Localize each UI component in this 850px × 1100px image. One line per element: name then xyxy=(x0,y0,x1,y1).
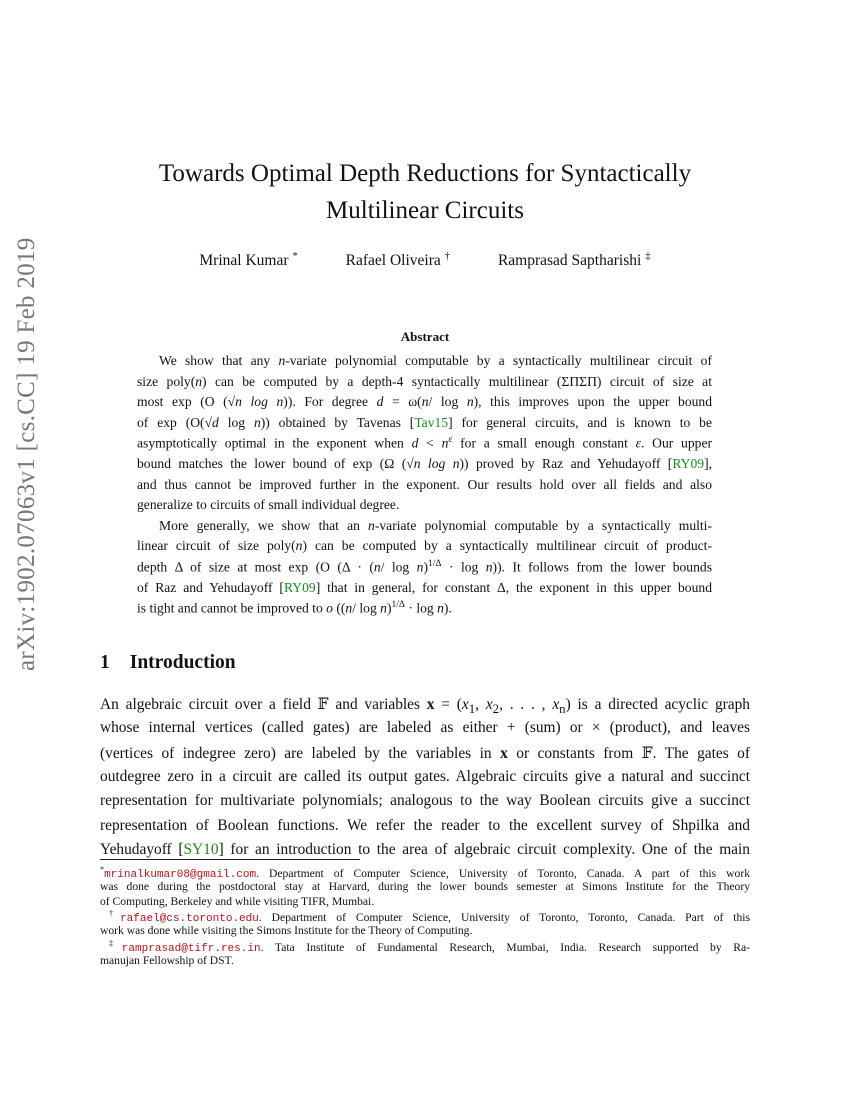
abstract-line xyxy=(137,374,712,390)
text-segment: n xyxy=(421,394,429,410)
text-segment: for a small enough constant xyxy=(452,435,636,451)
text-segment: ) can be computed by a syntactically multilinear circuit of product- xyxy=(302,538,712,554)
text-segment: x xyxy=(461,696,469,713)
abstract-line xyxy=(137,580,712,596)
footnote-line xyxy=(100,895,750,908)
footnote-rule xyxy=(100,859,360,860)
text-segment: ) xyxy=(386,600,392,616)
text-segment: Yehudayoff [ xyxy=(100,840,184,858)
text-segment: ε xyxy=(448,435,453,446)
text-segment: work was done while visiting the Simons Institute for the Theory of Computing. xyxy=(100,924,473,938)
abstract-heading: Abstract xyxy=(400,329,450,344)
footnote-line xyxy=(100,954,750,967)
text-segment: most exp (O (√ xyxy=(137,394,236,410)
text-segment: ], xyxy=(704,456,712,471)
text-segment: / log xyxy=(428,394,467,410)
footnote-line xyxy=(100,909,750,925)
abstract-line xyxy=(137,394,712,410)
text-segment: manujan Fellowship of DST. xyxy=(100,953,234,967)
text-segment: x xyxy=(552,696,560,713)
text-segment: of Computing, Berkeley and while visiting TIFR, Mumbai. xyxy=(100,894,375,908)
abstract-line xyxy=(137,353,712,369)
abstract-line xyxy=(137,456,712,472)
text-segment: generalize to circuits of small individual degree. xyxy=(137,497,400,513)
text-segment: † xyxy=(109,909,121,919)
text-segment: x xyxy=(426,696,435,713)
text-segment: · log xyxy=(441,559,486,575)
text-segment: ) is a directed acyclic graph xyxy=(565,696,750,713)
footnote-mark[interactable]: ‡ xyxy=(645,250,651,262)
text-segment: o xyxy=(326,600,333,616)
email-link[interactable]: mrinalkumar08@gmail.com xyxy=(104,868,257,881)
email-link[interactable]: rafael@cs.toronto.edu xyxy=(120,913,259,926)
text-segment: * xyxy=(100,865,105,874)
text-segment: ). xyxy=(443,600,452,616)
citation-link[interactable]: Tav15 xyxy=(414,414,449,430)
text-segment: -variate polynomial computable by a syntactically multi- xyxy=(374,517,712,533)
intro-line xyxy=(100,695,750,717)
intro-line xyxy=(100,792,750,810)
text-segment: )). For degree xyxy=(283,394,377,410)
text-segment: . Department of Computer Science, University of Toronto, Toronto, Canada. Part of this xyxy=(258,911,750,925)
text-segment: )) proved by Raz and Yehudayoff [ xyxy=(459,456,673,471)
citation-link[interactable]: SY10 xyxy=(183,840,219,858)
text-segment: n xyxy=(437,600,444,616)
text-segment: ε xyxy=(635,435,641,451)
footnote-mark[interactable]: † xyxy=(444,250,451,262)
text-segment: outdegree zero in a circuit are called its output gates. Algebraic circuits give a natural and succinct xyxy=(100,767,750,785)
text-segment: d xyxy=(212,414,219,430)
text-segment: 1/Δ xyxy=(391,600,406,611)
text-segment: or constants from 𝔽. The gates of xyxy=(507,744,750,762)
text-segment: 2 xyxy=(492,702,500,717)
abstract-line xyxy=(137,538,712,554)
text-segment: linear circuit of size poly( xyxy=(137,538,296,554)
text-segment: )) obtained by Tavenas [ xyxy=(260,414,415,430)
text-segment: was done during the postdoctoral stay at Harvard, during the lower bounds semester at Simons Institute for the Theory xyxy=(100,879,750,893)
text-segment: x xyxy=(485,696,493,713)
text-segment: log xyxy=(218,414,254,430)
text-segment: n xyxy=(380,600,387,616)
text-segment: d xyxy=(376,394,384,410)
abstract-line xyxy=(137,600,712,617)
text-segment: n xyxy=(345,600,353,616)
section-heading xyxy=(100,652,236,674)
text-segment: . Department of Computer Science, University of Toronto, Canada. A part of this work xyxy=(256,866,750,880)
text-segment: , . . . , xyxy=(499,696,553,713)
text-segment: d xyxy=(411,435,419,451)
text-segment: 1/Δ xyxy=(428,559,442,569)
text-segment: 1 xyxy=(468,702,476,717)
text-segment: and thus cannot be improved further in the exponent. Our results hold over all fields and also xyxy=(137,476,712,492)
text-segment: ] for an introduction to the area of algebraic circuit complexity. One of the main xyxy=(218,840,750,858)
author-name: Mrinal Kumar xyxy=(199,252,289,270)
footnote-line xyxy=(100,924,750,937)
text-segment: representation of Boolean functions. We refer the reader to the excellent survey of Shpilka and xyxy=(100,816,750,834)
text-segment: ] for general circuits, and is known to be xyxy=(448,414,712,430)
abstract-line xyxy=(137,559,712,576)
paper-title-line-1: Towards Optimal Depth Reductions for Syntactically xyxy=(158,160,692,187)
text-segment: n xyxy=(559,702,566,717)
text-segment: / log xyxy=(352,600,381,616)
text-segment: ) xyxy=(423,559,428,575)
text-segment: . Tata Institute of Fundamental Research, Mumbai, India. Research supported by Ra- xyxy=(260,940,750,954)
author xyxy=(346,252,450,269)
text-segment: x xyxy=(500,744,508,762)
text-segment: , xyxy=(475,696,486,713)
intro-line xyxy=(100,817,750,835)
author xyxy=(199,252,297,269)
text-segment: ), this improves upon the upper bound xyxy=(473,394,713,410)
text-segment: n xyxy=(416,559,424,575)
author-list xyxy=(0,250,850,270)
intro-line xyxy=(100,768,750,786)
text-segment: n xyxy=(485,559,493,575)
text-segment: asymptotically optimal in the exponent when xyxy=(137,435,412,451)
abstract-line xyxy=(137,477,712,493)
text-segment: is tight and cannot be improved to xyxy=(137,600,327,616)
text-segment: -variate polynomial computable by a syntactically multilinear circuit of xyxy=(285,353,712,368)
text-segment: bound matches the lower bound of exp (Ω (√ xyxy=(137,456,414,471)
text-segment: = ω( xyxy=(383,394,422,410)
author-name: Rafael Oliveira xyxy=(345,252,441,270)
text-segment: whose internal vertices (called gates) are labeled as either + (sum) or × (product), and leaves xyxy=(100,719,750,737)
arxiv-stamp: arXiv:1902.07063v1 [cs.CC] 19 Feb 2019 xyxy=(13,237,40,671)
abstract-line xyxy=(137,518,712,534)
footnote-line xyxy=(100,939,750,955)
section-title: Introduction xyxy=(129,652,236,673)
text-segment: < xyxy=(418,435,442,451)
intro-line xyxy=(100,841,750,859)
text-segment: )). It follows from the lower bounds xyxy=(492,559,712,575)
text-segment: ‡ xyxy=(109,939,122,948)
text-segment: (( xyxy=(332,600,346,616)
text-segment: n log n xyxy=(235,394,284,410)
email-link[interactable]: ramprasad@tifr.res.in xyxy=(121,942,261,955)
footnote-line xyxy=(100,865,750,881)
abstract-line xyxy=(137,497,712,513)
intro-line xyxy=(100,719,750,737)
text-segment: (vertices of indegree zero) are labeled by the variables in xyxy=(100,744,501,762)
text-segment: ] that in general, for constant Δ, the exponent in this upper bound xyxy=(315,579,712,595)
text-segment: of Raz and Yehudayoff [ xyxy=(137,579,284,595)
section-number: 1 xyxy=(100,652,110,673)
text-segment: size poly( xyxy=(137,373,196,389)
text-segment: We show that any xyxy=(159,353,279,368)
citation-link[interactable]: RY09 xyxy=(672,456,705,471)
paper-title-line-2: Multilinear Circuits xyxy=(326,197,524,224)
text-segment: depth Δ of size at most exp (O (Δ · ( xyxy=(137,559,374,575)
text-segment: ) can be computed by a depth-4 syntactically multilinear (ΣΠΣΠ) circuit of size at xyxy=(202,373,712,389)
text-segment: n xyxy=(195,373,203,389)
text-segment: . Our upper xyxy=(640,435,712,451)
text-segment: n xyxy=(373,559,381,575)
text-segment: n xyxy=(253,414,261,430)
abstract-line xyxy=(137,435,712,452)
citation-link[interactable]: RY09 xyxy=(283,579,316,595)
text-segment: n xyxy=(368,517,375,533)
footnote-line xyxy=(100,880,750,893)
intro-line xyxy=(100,744,750,763)
text-segment: of exp (O(√ xyxy=(137,414,213,430)
author xyxy=(498,252,651,269)
text-segment: = ( xyxy=(434,696,462,713)
text-segment: An algebraic circuit over a field 𝔽 and variables xyxy=(100,696,427,713)
author-name: Ramprasad Saptharishi xyxy=(497,252,642,270)
text-segment: n log n xyxy=(413,456,460,471)
text-segment: n xyxy=(441,435,449,451)
text-segment: n xyxy=(466,394,474,410)
abstract-line xyxy=(137,415,712,431)
text-segment: / log xyxy=(380,559,417,575)
text-segment: n xyxy=(278,353,286,368)
text-segment: representation for multivariate polynomials; analogous to the way Boolean circuits give a succinct xyxy=(100,792,750,810)
text-segment: · log xyxy=(405,600,438,616)
footnote-mark[interactable]: * xyxy=(292,250,298,262)
text-segment: More generally, we show that an xyxy=(159,517,369,533)
text-segment: n xyxy=(295,538,303,554)
